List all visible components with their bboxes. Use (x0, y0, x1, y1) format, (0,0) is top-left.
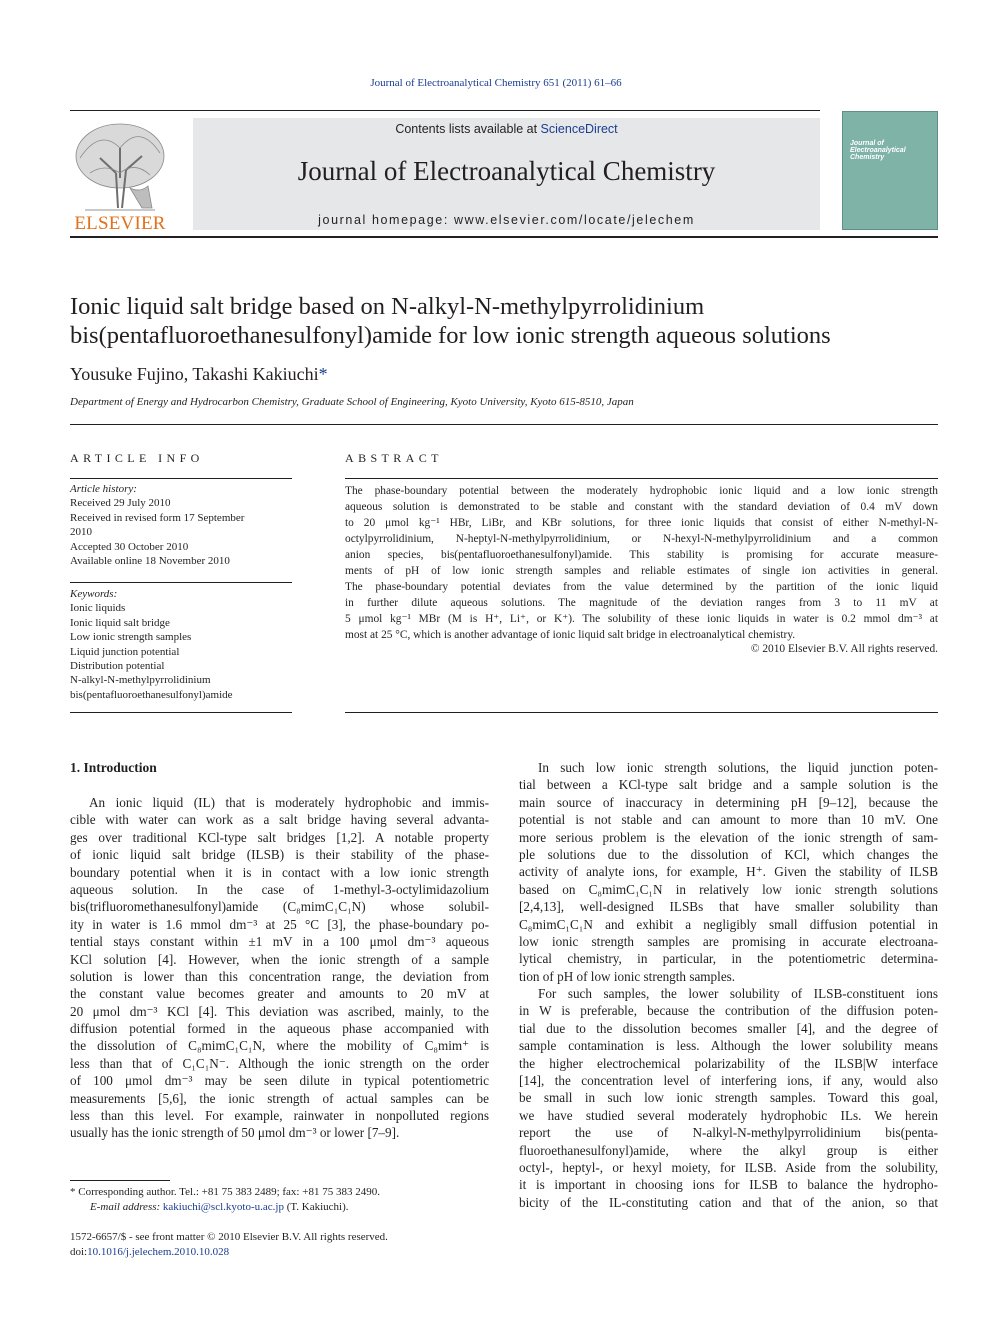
keywords (70, 587, 292, 702)
abstract-heading: ABSTRACT (345, 451, 443, 465)
body-line: based on C₈mimC₁C₁N in relatively low ionic strength solutions (519, 881, 938, 897)
title-line-1: Ionic liquid salt bridge based on N-alkyl-N-methylpyrrolidinium (70, 293, 705, 320)
top-rule (70, 110, 820, 111)
article-info-heading: ARTICLE INFO (70, 451, 204, 465)
abstract-rule (345, 478, 938, 479)
body-line: bicity of the IL-constituting cation and that of the anion, so that (519, 1194, 938, 1210)
abstract-text (345, 483, 938, 643)
body-line: ges over traditional KCl-type salt bridges [1,2]. A notable property (70, 829, 489, 845)
body-line: fluoroethanesulfonyl)amide, where the alkyl group is either (519, 1142, 938, 1158)
body-column-right (519, 759, 938, 1211)
body-line: in W is preferable, because the contribution of the diffusion poten- (519, 1003, 938, 1019)
email-label: E-mail address: (90, 1200, 163, 1213)
authors (70, 364, 328, 385)
body-line: the dissolution of C₈mimC₁C₁N, where the mobility of C₈mim⁺ is (70, 1038, 489, 1054)
abstract-line: The phase-boundary potential between the moderately hydrophobic ionic liquid and a low ionic strength (345, 485, 938, 497)
journal-citation[interactable]: Journal of Electroanalytical Chemistry 651 (2011) 61–66 (370, 77, 622, 89)
keyword: N-alkyl-N-methylpyrrolidinium (70, 674, 211, 687)
body-line: of 100 μmol dm⁻³ may be seen dilute in typical potentiometric (70, 1073, 489, 1089)
body-line: 20 μmol dm⁻³ KCl [4]. This deviation was ascribed, mainly, to the (70, 1003, 489, 1019)
abstract-line: in further dilute aqueous solutions. The magnitude of the deviation ranges from 3 to 11 mV at (345, 597, 938, 609)
section-heading-introduction: 1. Introduction (70, 760, 157, 775)
abstract-line: to 20 μmol kg⁻¹ HBr, LiBr, and KBr solutions, for three ionic liquids that consist of either N-methyl-N- (345, 517, 938, 529)
abstract-line: ments of pH of low ionic strength samples and reliable estimates of single ion activities in general. (345, 565, 938, 577)
contents-prefix: Contents lists available at (395, 122, 541, 136)
corresponding-author-footnote (70, 1185, 490, 1214)
elsevier-wordmark: ELSEVIER (74, 213, 166, 234)
keyword: Distribution potential (70, 660, 165, 673)
masthead-rule (70, 236, 938, 238)
body-line: An ionic liquid (IL) that is moderately hydrophobic and immis- (89, 795, 489, 810)
history-label: Article history: (70, 483, 137, 495)
keywords-label: Keywords: (70, 588, 118, 600)
body-line: less than that of C₁C₁N⁻. Although the ionic strength on the order (70, 1055, 489, 1071)
history-item: 2010 (70, 526, 92, 539)
journal-cover-thumbnail (842, 111, 938, 230)
body-line: KCl solution [4]. However, when the ionic strength of a sample (70, 951, 489, 967)
body-line: activity of analyte ions, for example, H⁺. Given the stability of ILSB (519, 864, 938, 880)
article-history (70, 482, 292, 568)
history-rule (70, 582, 292, 583)
doi-link[interactable]: 10.1016/j.jelechem.2010.10.028 (87, 1245, 230, 1258)
sciencedirect-link[interactable]: ScienceDirect (540, 122, 618, 136)
body-line: we have studied several moderately hydrophobic ILs. We herein (519, 1107, 938, 1123)
history-item: Accepted 30 October 2010 (70, 540, 189, 553)
article-title (70, 292, 940, 350)
corresponding-author-mark[interactable]: * (318, 364, 328, 384)
footnote-rule (70, 1180, 170, 1181)
body-line: of ionic liquid salt bridge (ILSB) is their stability of the phase- (70, 847, 489, 863)
body-line: less than this level. For example, rainwater in nonpolluted regions (70, 1108, 489, 1124)
doi-label: doi: (70, 1245, 88, 1258)
body-line: tential stays constant within ±1 mV in a 100 μmol dm⁻³ aqueous (70, 934, 489, 950)
article-info-rule (70, 478, 292, 479)
body-line: In such low ionic strength solutions, the liquid junction poten- (538, 760, 938, 775)
keyword: Liquid junction potential (70, 645, 180, 658)
body-line: more serious problem is the elevation of the ionic strength of sam- (519, 829, 938, 845)
body-line: tion of pH of low ionic strength samples. (519, 968, 736, 984)
body-line: solution is lower than this concentration range, the deviation from (70, 968, 489, 984)
history-item: Received 29 July 2010 (70, 497, 171, 510)
body-line: [14], the concentration level of interfering ions, if any, would also (519, 1073, 938, 1089)
body-line: tial between a KCl-type salt bridge and a sample solution is the (519, 777, 938, 793)
body-line: diffusion potential formed in the aqueous phase accompanied with (70, 1021, 489, 1037)
abstract-line: aqueous solution is demonstrated to be stable and constant with the standard deviation of 0.4 mV down (345, 501, 938, 513)
body-line: low ionic strength samples are promising in accurate electroana- (519, 933, 938, 949)
body-line: potential is not stable and can amount to more than 10 mV. One (519, 812, 938, 828)
body-line: bis(trifluoromethanesulfonyl)amide (C₈mimC₁C₁N) whose solubil- (70, 899, 489, 915)
body-line: [2,4,13], well-designed ILSBs that have smaller solubility than (519, 899, 938, 915)
footnote-contact: * Corresponding author. Tel.: +81 75 383 2489; fax: +81 75 383 2490. (70, 1186, 380, 1198)
abstract-copyright: © 2010 Elsevier B.V. All rights reserved. (750, 643, 938, 655)
email-link[interactable]: kakiuchi@scl.kyoto-u.ac.jp (162, 1200, 284, 1213)
abstract-bottom-rule (345, 712, 938, 713)
body-line: sample contamination is less. Although the lower solubility means (519, 1038, 938, 1054)
body-line: For such samples, the lower solubility of ILSB-constituent ions (538, 986, 938, 1002)
title-line-2: bis(pentafluoroethanesulfonyl)amide for low ionic strength aqueous solutions (70, 322, 831, 349)
body-line: boundary potential when it is in contact with a low ionic strength (70, 864, 489, 880)
body-line: measurements [5,6], the ionic strength of actual samples can be (70, 1090, 489, 1106)
body-column-left (70, 794, 489, 1142)
body-line: octyl-, heptyl-, or hexyl moiety, for ILSB. Aside from the solubility, (519, 1159, 938, 1175)
body-line: the higher electrochemical polarizability of the ILSB|W interface (519, 1055, 938, 1071)
author-names: Yousuke Fujino, Takashi Kakiuchi (70, 364, 319, 384)
abstract-line: The phase-boundary potential deviates from the value determined by the partition of the ionic liquid (345, 581, 938, 593)
keyword: Ionic liquid salt bridge (70, 616, 170, 629)
abstract-line: anion species, bis(pentafluoroethanesulfonyl)amide. This stability is promising for accurate measure- (345, 549, 938, 561)
history-item: Received in revised form 17 September (70, 511, 245, 524)
body-line: it is important in choosing ions for ILSB to balance the hydropho- (519, 1177, 938, 1193)
history-item: Available online 18 November 2010 (70, 555, 230, 568)
body-line: usually has the ionic strength of 50 μmol dm⁻³ or lower [7–9]. (70, 1125, 400, 1141)
cover-title: Journal of Electroanalytical Chemistry (850, 140, 906, 161)
body-line: tial due to the dissolution becomes smaller [4], and the degree of (519, 1020, 938, 1036)
body-line: report the use of N-alkyl-N-methylpyrrolidinium bis(penta- (519, 1125, 938, 1141)
body-line: the constant value becomes greater and amounts to 20 mV at (70, 986, 489, 1002)
body-line: cible with water can work as a salt bridge having several advanta- (70, 812, 489, 828)
keyword: Ionic liquids (70, 602, 126, 615)
affiliation: Department of Energy and Hydrocarbon Chemistry, Graduate School of Engineering, Kyoto University, Kyoto 615-8510, Japan (70, 396, 634, 408)
body-line: main source of inaccuracy in determining pH [9–12], because the (519, 794, 938, 810)
keywords-rule (70, 712, 292, 713)
abstract-line: octylpyrrolidinium, N-heptyl-N-methylpyrrolidinium, or N-hexyl-N-methylpyrrolidinium and a common (345, 533, 938, 545)
body-line: lytical chemistry, in particular, in the potentiometric determina- (519, 951, 938, 967)
abstract-line: 5 μmol kg⁻¹ MBr (M is H⁺, Li⁺, or K⁺). The solubility of these ionic liquids in water is 0.2 mmol dm⁻³ at (345, 613, 938, 625)
abstract-line: most at 25 °C, which is another advantage of ionic liquid salt bridge in electroanalytical chemistry. (345, 629, 796, 641)
email-suffix: (T. Kakiuchi). (283, 1200, 349, 1213)
keyword: Low ionic strength samples (70, 631, 192, 644)
issn-block (70, 1230, 490, 1259)
body-line: ity in water is 1.6 mmol dm⁻³ at 25 °C [3], the phase-boundary po- (70, 916, 489, 932)
contents-line (193, 122, 820, 136)
keyword: bis(pentafluoroethanesulfonyl)amide (70, 688, 233, 701)
journal-title: Journal of Electroanalytical Chemistry (297, 156, 716, 186)
body-line: aqueous solution. In the case of 1-methyl-3-octylimidazolium (70, 881, 489, 897)
issn-line: 1572-6657/$ - see front matter © 2010 Elsevier B.V. All rights reserved. (70, 1231, 388, 1243)
body-line: be small in such low ionic strength samples. Toward this goal, (519, 1090, 938, 1106)
body-line: ple solutions due to the dissolution of KCl, which changes the (519, 846, 938, 862)
affiliation-rule (70, 424, 938, 425)
body-line: C₈mimC₁C₁N and exhibit a negligibly small diffusion potential in (519, 916, 938, 932)
journal-homepage[interactable]: journal homepage: www.elsevier.com/locate/jelechem (318, 213, 695, 227)
